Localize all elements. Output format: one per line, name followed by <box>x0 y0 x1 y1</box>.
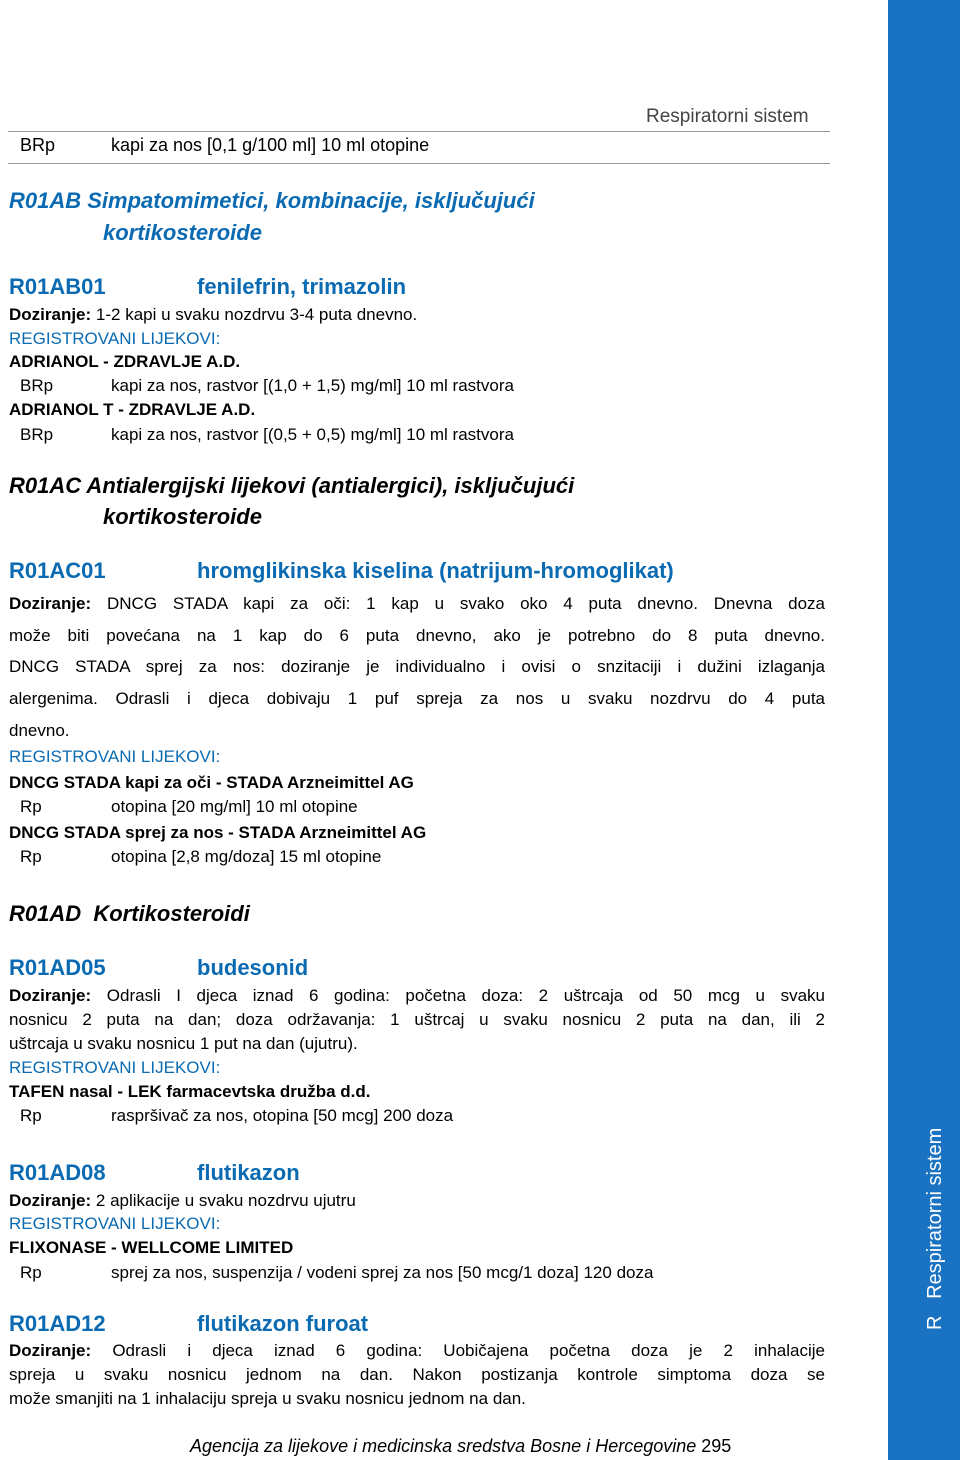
atc-code: R01AC01 <box>9 558 106 583</box>
section-title-r01ac-cont: kortikosteroide <box>103 504 262 529</box>
product-name: FLIXONASE - WELLCOME LIMITED <box>9 1238 294 1257</box>
dosing-line: dnevno. <box>9 721 70 740</box>
atc-code: R01AB01 <box>9 274 106 299</box>
substance-name: fenilefrin, trimazolin <box>197 274 407 299</box>
substance-name: flutikazon <box>197 1160 300 1185</box>
section-title-r01ab-cont: kortikosteroide <box>103 220 262 245</box>
product-form: BRp <box>20 425 54 444</box>
page-footer <box>190 1436 731 1457</box>
dosing-line: Doziranje: DNCG STADA kapi za oči: 1 kap u svako oko 4 puta dnevno. Dnevna doza <box>9 594 825 613</box>
dosing-line: uštrcaja u svaku nosnicu 1 put na dan (ujutru). <box>9 1034 358 1053</box>
section-title-r01ac: R01AC Antialergijski lijekovi (antialergici), isključujući <box>9 473 575 498</box>
product-desc: raspršivač za nos, otopina [50 mcg] 200 doza <box>111 1106 454 1125</box>
product-name: DNCG STADA sprej za nos - STADA Arzneimittel AG <box>9 823 427 842</box>
product-form: BRp <box>20 376 54 395</box>
registered-heading: REGISTROVANI LIJEKOVI: <box>9 747 221 766</box>
dosing-line: alergenima. Odrasli i djeca dobivaju 1 puf spreja za nos u svaku nozdrvu do 4 puta <box>9 689 825 708</box>
substance-name: hromglikinska kiselina (natrijum-hromoglikat) <box>197 558 674 583</box>
atc-code: R01AD12 <box>9 1311 106 1336</box>
product-name: DNCG STADA kapi za oči - STADA Arzneimittel AG <box>9 773 414 792</box>
substance-name: budesonid <box>197 955 309 980</box>
product-desc: kapi za nos, rastvor [(0,5 + 0,5) mg/ml] 10 ml rastvora <box>111 425 514 444</box>
chapter-header: Respiratorni sistem <box>646 106 809 127</box>
footer-agency: Agencija za lijekove i medicinska sredstva Bosne i Hercegovine <box>190 1436 697 1456</box>
header-rule-bottom <box>8 163 830 164</box>
product-form: Rp <box>20 1263 42 1282</box>
section-title-r01ab: R01AB Simpatomimetici, kombinacije, isključujući <box>9 188 535 213</box>
product-form: Rp <box>20 1106 42 1125</box>
section-title-r01ad: R01AD Kortikosteroidi <box>9 901 250 926</box>
top-desc: kapi za nos [0,1 g/100 ml] 10 ml otopine <box>111 135 430 155</box>
dosing-line: Doziranje: Odrasli i djeca iznad 6 godina: Uobičajena početna doza je 2 inhalacije <box>9 1341 825 1360</box>
product-name: TAFEN nasal - LEK farmacevtska družba d.d. <box>9 1082 371 1101</box>
product-form: Rp <box>20 847 42 866</box>
registered-heading: REGISTROVANI LIJEKOVI: <box>9 1214 221 1233</box>
dosing-line: može biti povećana na 1 kap do 6 puta dnevno, ako je potrebno do 8 puta dnevno. <box>9 626 825 645</box>
product-desc: sprej za nos, suspenzija / vodeni sprej za nos [50 mcg/1 doza] 120 doza <box>111 1263 654 1282</box>
dosing-line: spreja u svaku nosnicu jednom na dan. Nakon postizanja kontrole simptoma doza se <box>9 1365 825 1384</box>
atc-code: R01AD05 <box>9 955 106 980</box>
dosing: Doziranje: 2 aplikacije u svaku nozdrvu ujutru <box>9 1191 356 1210</box>
product-form: Rp <box>20 797 42 816</box>
atc-code: R01AD08 <box>9 1160 106 1185</box>
product-desc: otopina [2,8 mg/doza] 15 ml otopine <box>111 847 382 866</box>
page-number: 295 <box>701 1436 732 1456</box>
product-desc: otopina [20 mg/ml] 10 ml otopine <box>111 797 358 816</box>
top-form: BRp <box>20 135 56 155</box>
registered-heading: REGISTROVANI LIJEKOVI: <box>9 329 221 348</box>
substance-name: flutikazon furoat <box>197 1311 369 1336</box>
product-desc: kapi za nos, rastvor [(1,0 + 1,5) mg/ml] 10 ml rastvora <box>111 376 514 395</box>
header-rule <box>8 131 830 132</box>
dosing: Doziranje: 1-2 kapi u svaku nozdrvu 3-4 puta dnevno. <box>9 305 418 324</box>
dosing-line: DNCG STADA sprej za nos: doziranje je individualno i ovisi o snzitaciji i dužini izlaganja <box>9 657 825 676</box>
chapter-side-label: R Respiratorni sistem <box>924 1127 946 1330</box>
dosing-line: može smanjiti na 1 inhalaciju spreja u svaku nosnicu jednom na dan. <box>9 1389 526 1408</box>
dosing-line: nosnicu 2 puta na dan; doza održavanja: 1 uštrcaj u svaku nosnicu 2 puta na dan, ili 2 <box>9 1010 825 1029</box>
product-name: ADRIANOL T - ZDRAVLJE A.D. <box>9 400 256 419</box>
product-name: ADRIANOL - ZDRAVLJE A.D. <box>9 352 241 371</box>
dosing-line: Doziranje: Odrasli I djeca iznad 6 godina: početna doza: 2 uštrcaja od 50 mcg u svaku <box>9 986 825 1005</box>
registered-heading: REGISTROVANI LIJEKOVI: <box>9 1058 221 1077</box>
